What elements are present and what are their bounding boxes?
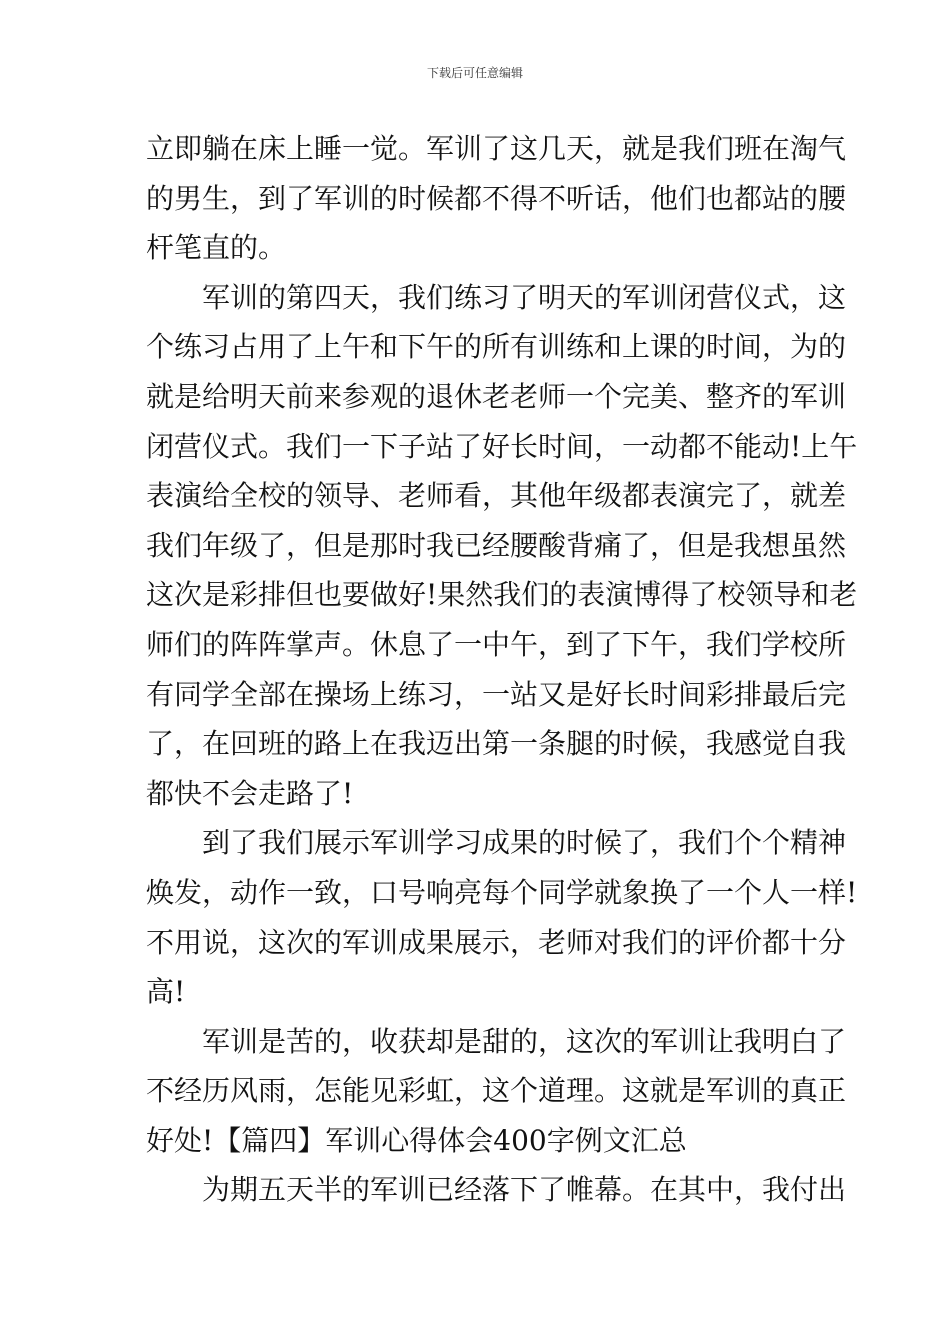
text-line: 师们的阵阵掌声。休息了一中午，到了下午，我们学校所 [146,627,847,661]
text-line: 杆笔直的。 [146,231,287,265]
paragraph [146,124,847,273]
text-line: 军训是苦的，收获却是甜的，这次的军训让我明白了 [202,1024,847,1058]
text-line: 个练习占用了上午和下午的所有训练和上课的时间，为的 [146,330,847,364]
text-line: 好处!【篇四】军训心得体会400字例文汇总 [146,1123,687,1157]
text-line: 有同学全部在操场上练习，一站又是好长时间彩排最后完 [146,677,847,711]
page-header: 下载后可任意编辑 [426,66,523,80]
text-line: 的男生，到了军训的时候都不得不听话，他们也都站的腰 [146,181,847,215]
text-line: 了，在回班的路上在我迈出第一条腿的时候，我感觉自我 [146,727,847,761]
text-line: 立即躺在床上睡一觉。军训了这几天，就是我们班在淘气 [146,132,847,165]
text-line: 闭营仪式。我们一下子站了好长时间，一动都不能动!上午 [146,429,858,463]
text-line: 到了我们展示军训学习成果的时候了，我们个个精神 [202,826,847,860]
text-line: 都快不会走路了! [146,776,354,810]
paragraph [146,818,858,1016]
text-line: 高! [146,975,186,1009]
paragraph [146,273,858,819]
text-line: 为期五天半的军训已经落下了帷幕。在其中，我付出 [202,1173,847,1207]
text-line: 表演给全校的领导、老师看，其他年级都表演完了，就差 [146,479,847,513]
text-line: 不经历风雨，怎能见彩虹，这个道理。这就是军训的真正 [146,1074,847,1108]
text-line: 这次是彩排但也要做好!果然我们的表演博得了校领导和老 [146,578,858,612]
text-line: 不用说，这次的军训成果展示，老师对我们的评价都十分 [146,925,847,959]
text-line: 我们年级了，但是那时我已经腰酸背痛了，但是我想虽然 [146,528,847,562]
text-line: 就是给明天前来参观的退休老老师一个完美、整齐的军训 [146,379,847,413]
paragraph [146,1165,847,1215]
paragraph [146,1017,847,1166]
text-line: 焕发，动作一致，口号响亮每个同学就象换了一个人一样! [146,875,858,909]
text-line: 军训的第四天，我们练习了明天的军训闭营仪式，这 [202,280,847,314]
document-body [146,124,858,1215]
